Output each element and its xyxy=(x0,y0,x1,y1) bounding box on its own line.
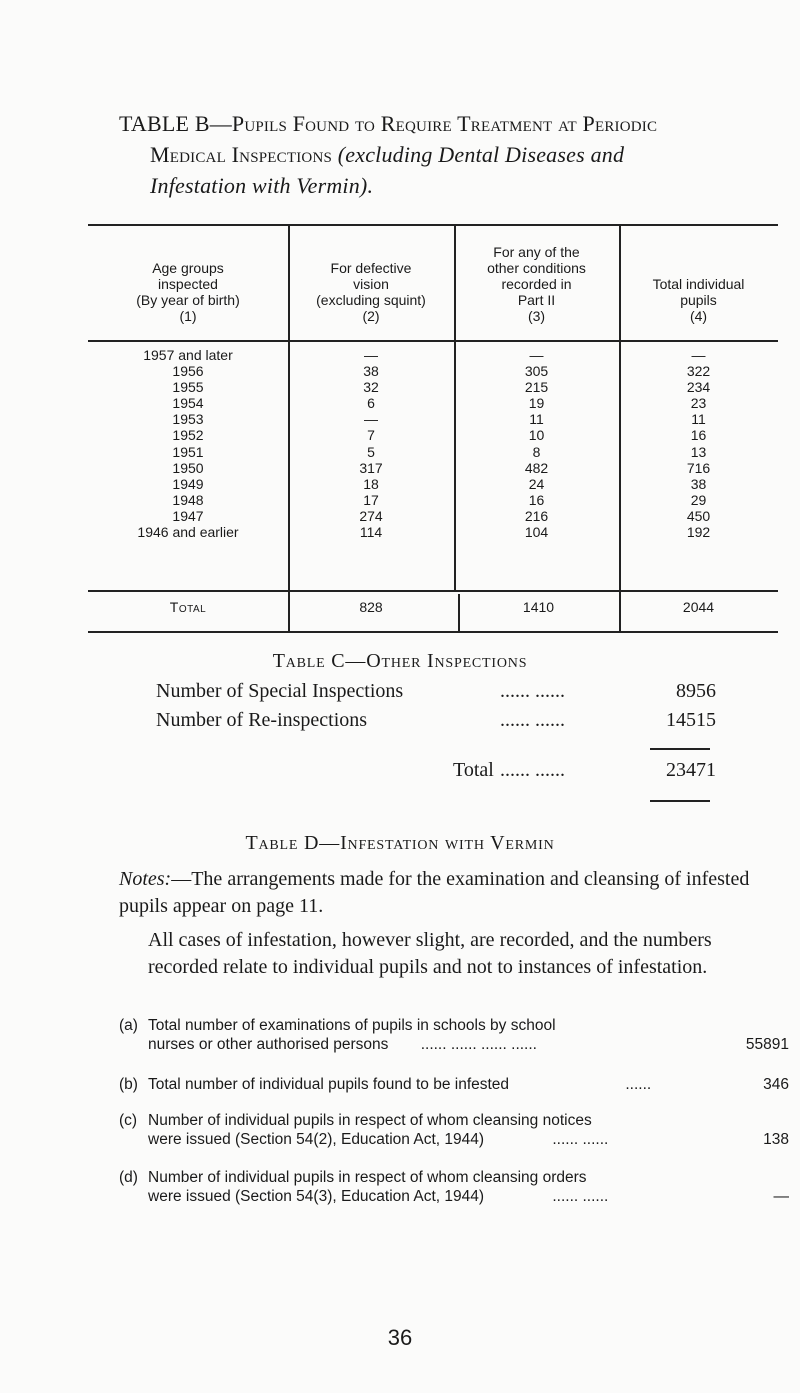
table-row: 1954 xyxy=(172,395,204,412)
document-page: TABLE B—Pupils Found to Require Treatment at Periodic Medical Inspections (excluding Dental Diseases and Infestation with Vermin). Age groups inspected (By year of birth) (1) For defective vision (excluding squint) (2) For any of the other conditions recorded in Part II (3) Total individual pupils (4) 1957 and later 1956 1955 1954 1953 1952 1951 1950 1949 1948 1947 1946 and earlier — 38 32 6 — 7 5 317 18 17 274 114 — 305 215 19 11 10 8 482 24 16 216 104 — 322 234 23 11 16 13 716 38 29 450 192 Total 828 1410 2044 Table C—Other Inspections Number of Special Inspections ...... ...... 8956 Number of Re-inspections ...... ...... 14515 Total ...... ...... 23471 Table D—Infestation with Vermin Notes:—The arrangements made for the examination and cleansing of infested pupils appear on page 11. All cases of infestation, however slight, are recorded, and the numbers recorded relate to individual pupils and not to instances of infestation. (a) Total number of examinations of pupils in schools by school nurses or other authorised persons ...... ...... ...... ...... 55891 (b) Total number of individual pupils found to be infested ...... 346 (c) Number of individual pupils in respect of whom cleansing notices were issued (Section 54(2), Education Act, 1944) ...... ...... 138 (d) Number of individual pupils in respect of whom cleansing orders were issued (Section 54(3), Education Act, 1944) ...... ...... — 36 xyxy=(0,0,800,1393)
total-rule-bottom xyxy=(650,800,710,802)
table-row: 1949 xyxy=(172,475,204,492)
infestation-paragraph: All cases of infestation, however slight, are recorded, and the numbers recorded relate to individual pupils and not to instances of infestation. xyxy=(148,929,712,978)
page-number: 36 xyxy=(387,1325,413,1350)
table-row: 1952 xyxy=(172,427,204,444)
table-b-title-line1: TABLE B—Pupils Found to Require Treatment at Periodic xyxy=(119,111,658,136)
table-row: 1955 xyxy=(172,379,204,396)
header-other-conditions: For any of the other conditions recorded in Part II (3) xyxy=(487,244,586,324)
table-row: 1957 and later xyxy=(143,347,233,363)
notes-label: Notes: xyxy=(119,868,172,890)
table-row: 1947 xyxy=(172,507,204,524)
header-age-groups: Age groups inspected (By year of birth) (1) xyxy=(136,260,240,324)
table-b-title xyxy=(119,108,779,201)
total-individual-pupils: 2044 xyxy=(682,599,715,615)
header-defective-vision: For defective vision (excluding squint) (2) xyxy=(316,260,426,324)
table-row: 1948 xyxy=(172,491,204,508)
col-defective-vision: — 38 32 6 — 7 5 317 18 17 274 114 xyxy=(359,347,383,541)
notes-text: —The arrangements made for the examination and cleansing of infested pupils appear on page 11. xyxy=(119,868,750,917)
table-b-title-line3: Infestation with Vermin). xyxy=(150,173,374,198)
table-row: 1946 and earlier xyxy=(137,524,239,541)
col-year-of-birth xyxy=(88,347,288,540)
table-row: 1953 xyxy=(172,411,204,428)
notes-paragraph xyxy=(119,866,784,920)
total-defective-vision: 828 xyxy=(359,599,383,615)
table-c-title: Table C—Other Inspections xyxy=(272,650,528,672)
table-row: 1951 xyxy=(172,443,204,460)
col-other-conditions: — 305 215 19 11 10 8 482 24 16 216 104 xyxy=(524,347,549,541)
table-b-title-line2: Medical Inspections xyxy=(150,142,333,167)
total-rule-top xyxy=(650,748,710,750)
header-total-individual: Total individual pupils (4) xyxy=(652,276,745,324)
total-other-conditions: 1410 xyxy=(522,599,555,615)
table-row: 1950 xyxy=(172,459,204,476)
col-total-individual: — 322 234 23 11 16 13 716 38 29 450 192 xyxy=(686,347,711,541)
table-d-title: Table D—Infestation with Vermin xyxy=(245,832,555,854)
total-label: Total xyxy=(169,599,207,615)
table-b-title-line2-italic: (excluding Dental Diseases and xyxy=(337,142,625,167)
table-row: 1956 xyxy=(172,363,204,380)
table-b xyxy=(88,224,778,632)
